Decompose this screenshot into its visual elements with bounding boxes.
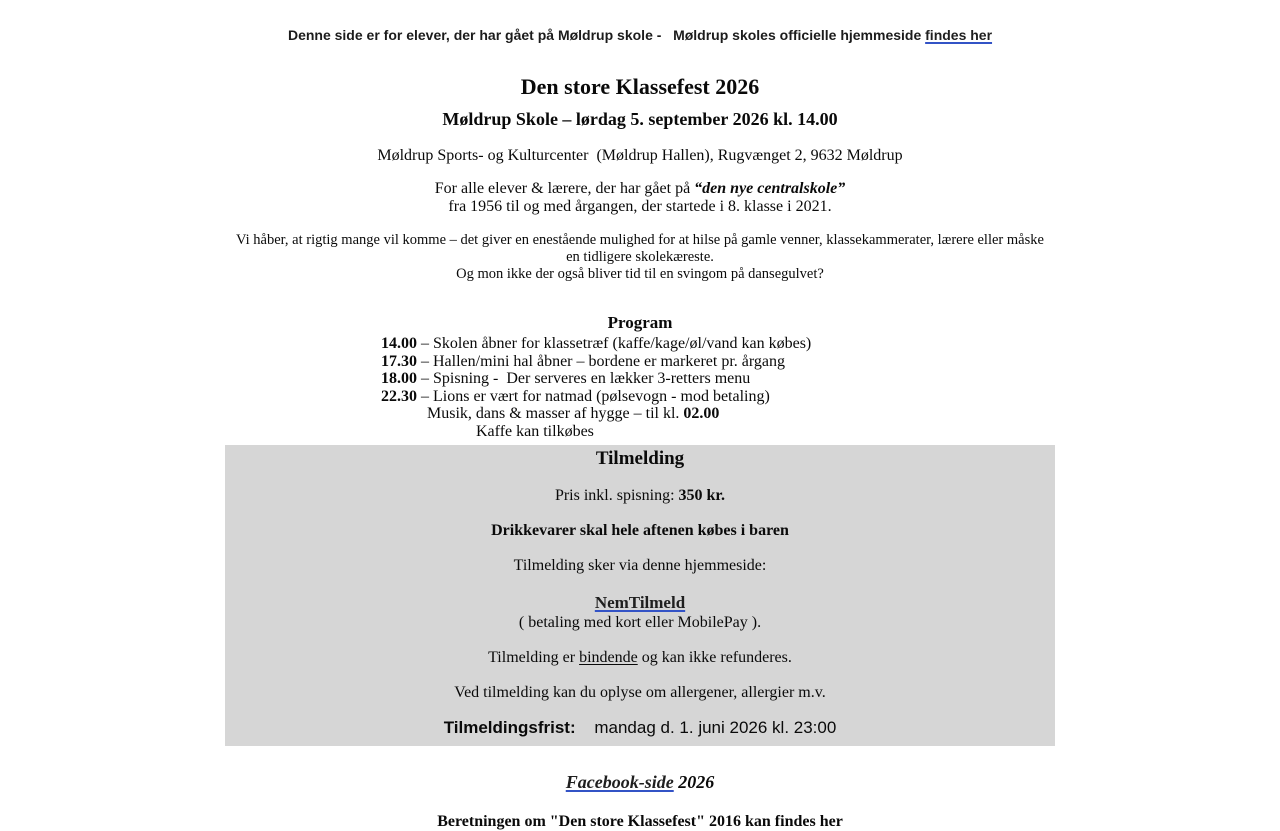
nemtilmeld-link[interactable]: NemTilmeld (594, 592, 686, 612)
program-item-time: 17.30 (381, 352, 417, 370)
intro-line-3: Og mon ikke der også bliver tid til en svingom på dansegulvet? (456, 266, 824, 282)
intro-block (0, 232, 1280, 283)
program-item-time: 22.30 (381, 387, 417, 405)
intro-line-1: Vi håber, at rigtig mange vil komme – det giver en enestående mulighed for at hilse på gamle venner, klassekammerater, lærere eller måske (236, 232, 1044, 248)
program-music-text: Musik, dans & masser af hygge – til kl. (427, 405, 680, 423)
program-music-endtime: 02.00 (683, 405, 720, 423)
deadline-line (225, 718, 1055, 742)
registration-heading: Tilmelding (595, 447, 685, 469)
top-notice-text: Denne side er for elever, der har gået på Møldrup skole - Møldrup skoles officielle hjemmeside (287, 27, 922, 43)
venue-line: Møldrup Sports- og Kulturcenter (Møldrup Hallen), Rugvænget 2, 9632 Møldrup (377, 147, 903, 164)
binding-prefix: Tilmelding er (488, 648, 576, 666)
audience-quote: “den nye centralskole” (694, 180, 846, 197)
page-title: Den store Klassefest 2026 (520, 74, 760, 99)
allergy-note: Ved tilmelding kan du oplyse om allergener, allergier m.v. (454, 683, 826, 701)
audience-line1 (0, 180, 1280, 198)
audience-line2: fra 1956 til og med årgangen, der startede i 8. klasse i 2021. (448, 198, 832, 215)
program-item (381, 388, 1280, 406)
intro-line-2: en tidligere skolekæreste. (566, 249, 714, 265)
program-item-text: – Hallen/mini hal åbner – bordene er markeret pr. årgang (421, 352, 786, 370)
program-music-line (427, 405, 1280, 423)
registration-box (225, 445, 1055, 746)
drinks-note: Drikkevarer skal hele aftenen købes i baren (491, 521, 789, 539)
deadline-value: mandag d. 1. juni 2026 kl. 23:00 (594, 717, 837, 737)
program-item-time: 14.00 (381, 335, 417, 352)
price-label: Pris inkl. spisning: (554, 486, 675, 504)
binding-line (225, 649, 1055, 667)
program-item-text: – Spisning - Der serveres en lækker 3-retters menu (421, 370, 751, 388)
facebook-line (0, 772, 1280, 793)
program-item-time: 18.00 (381, 370, 417, 388)
program-item-text: – Skolen åbner for klassetræf (kaffe/kage/øl/vand kan købes) (421, 335, 812, 352)
program-heading: Program (607, 313, 673, 332)
findes-her-link[interactable]: findes her (925, 27, 993, 43)
price-value: 350 kr. (678, 486, 726, 504)
program-list (381, 335, 1280, 441)
signup-link-line (225, 593, 1055, 613)
facebook-year: 2026 (678, 771, 715, 792)
payment-note: ( betaling med kort eller MobilePay ). (518, 613, 762, 631)
program-item-text: – Lions er vært for natmad (pølsevogn - mod betaling) (421, 387, 770, 405)
facebook-link[interactable]: Facebook-side (565, 771, 674, 792)
program-item (381, 370, 1280, 388)
audience-line1-prefix: For alle elever & lærere, der har gået på (434, 180, 691, 197)
event-subtitle: Møldrup Skole – lørdag 5. september 2026 kl. 14.00 (442, 109, 838, 129)
top-notice (0, 0, 1280, 43)
program-coffee-line: Kaffe kan tilkøbes (476, 422, 594, 440)
price-line (225, 487, 1055, 505)
audience-block (0, 180, 1280, 216)
program-item (381, 353, 1280, 371)
program-item (381, 335, 1280, 353)
deadline-label: Tilmeldingsfrist: (443, 717, 576, 737)
signup-intro: Tilmelding sker via denne hjemmeside: (513, 556, 767, 574)
report-line: Beretningen om "Den store Klassefest" 2016 kan findes her (437, 812, 843, 830)
binding-word: bindende (579, 648, 638, 666)
binding-suffix: og kan ikke refunderes. (641, 648, 792, 666)
